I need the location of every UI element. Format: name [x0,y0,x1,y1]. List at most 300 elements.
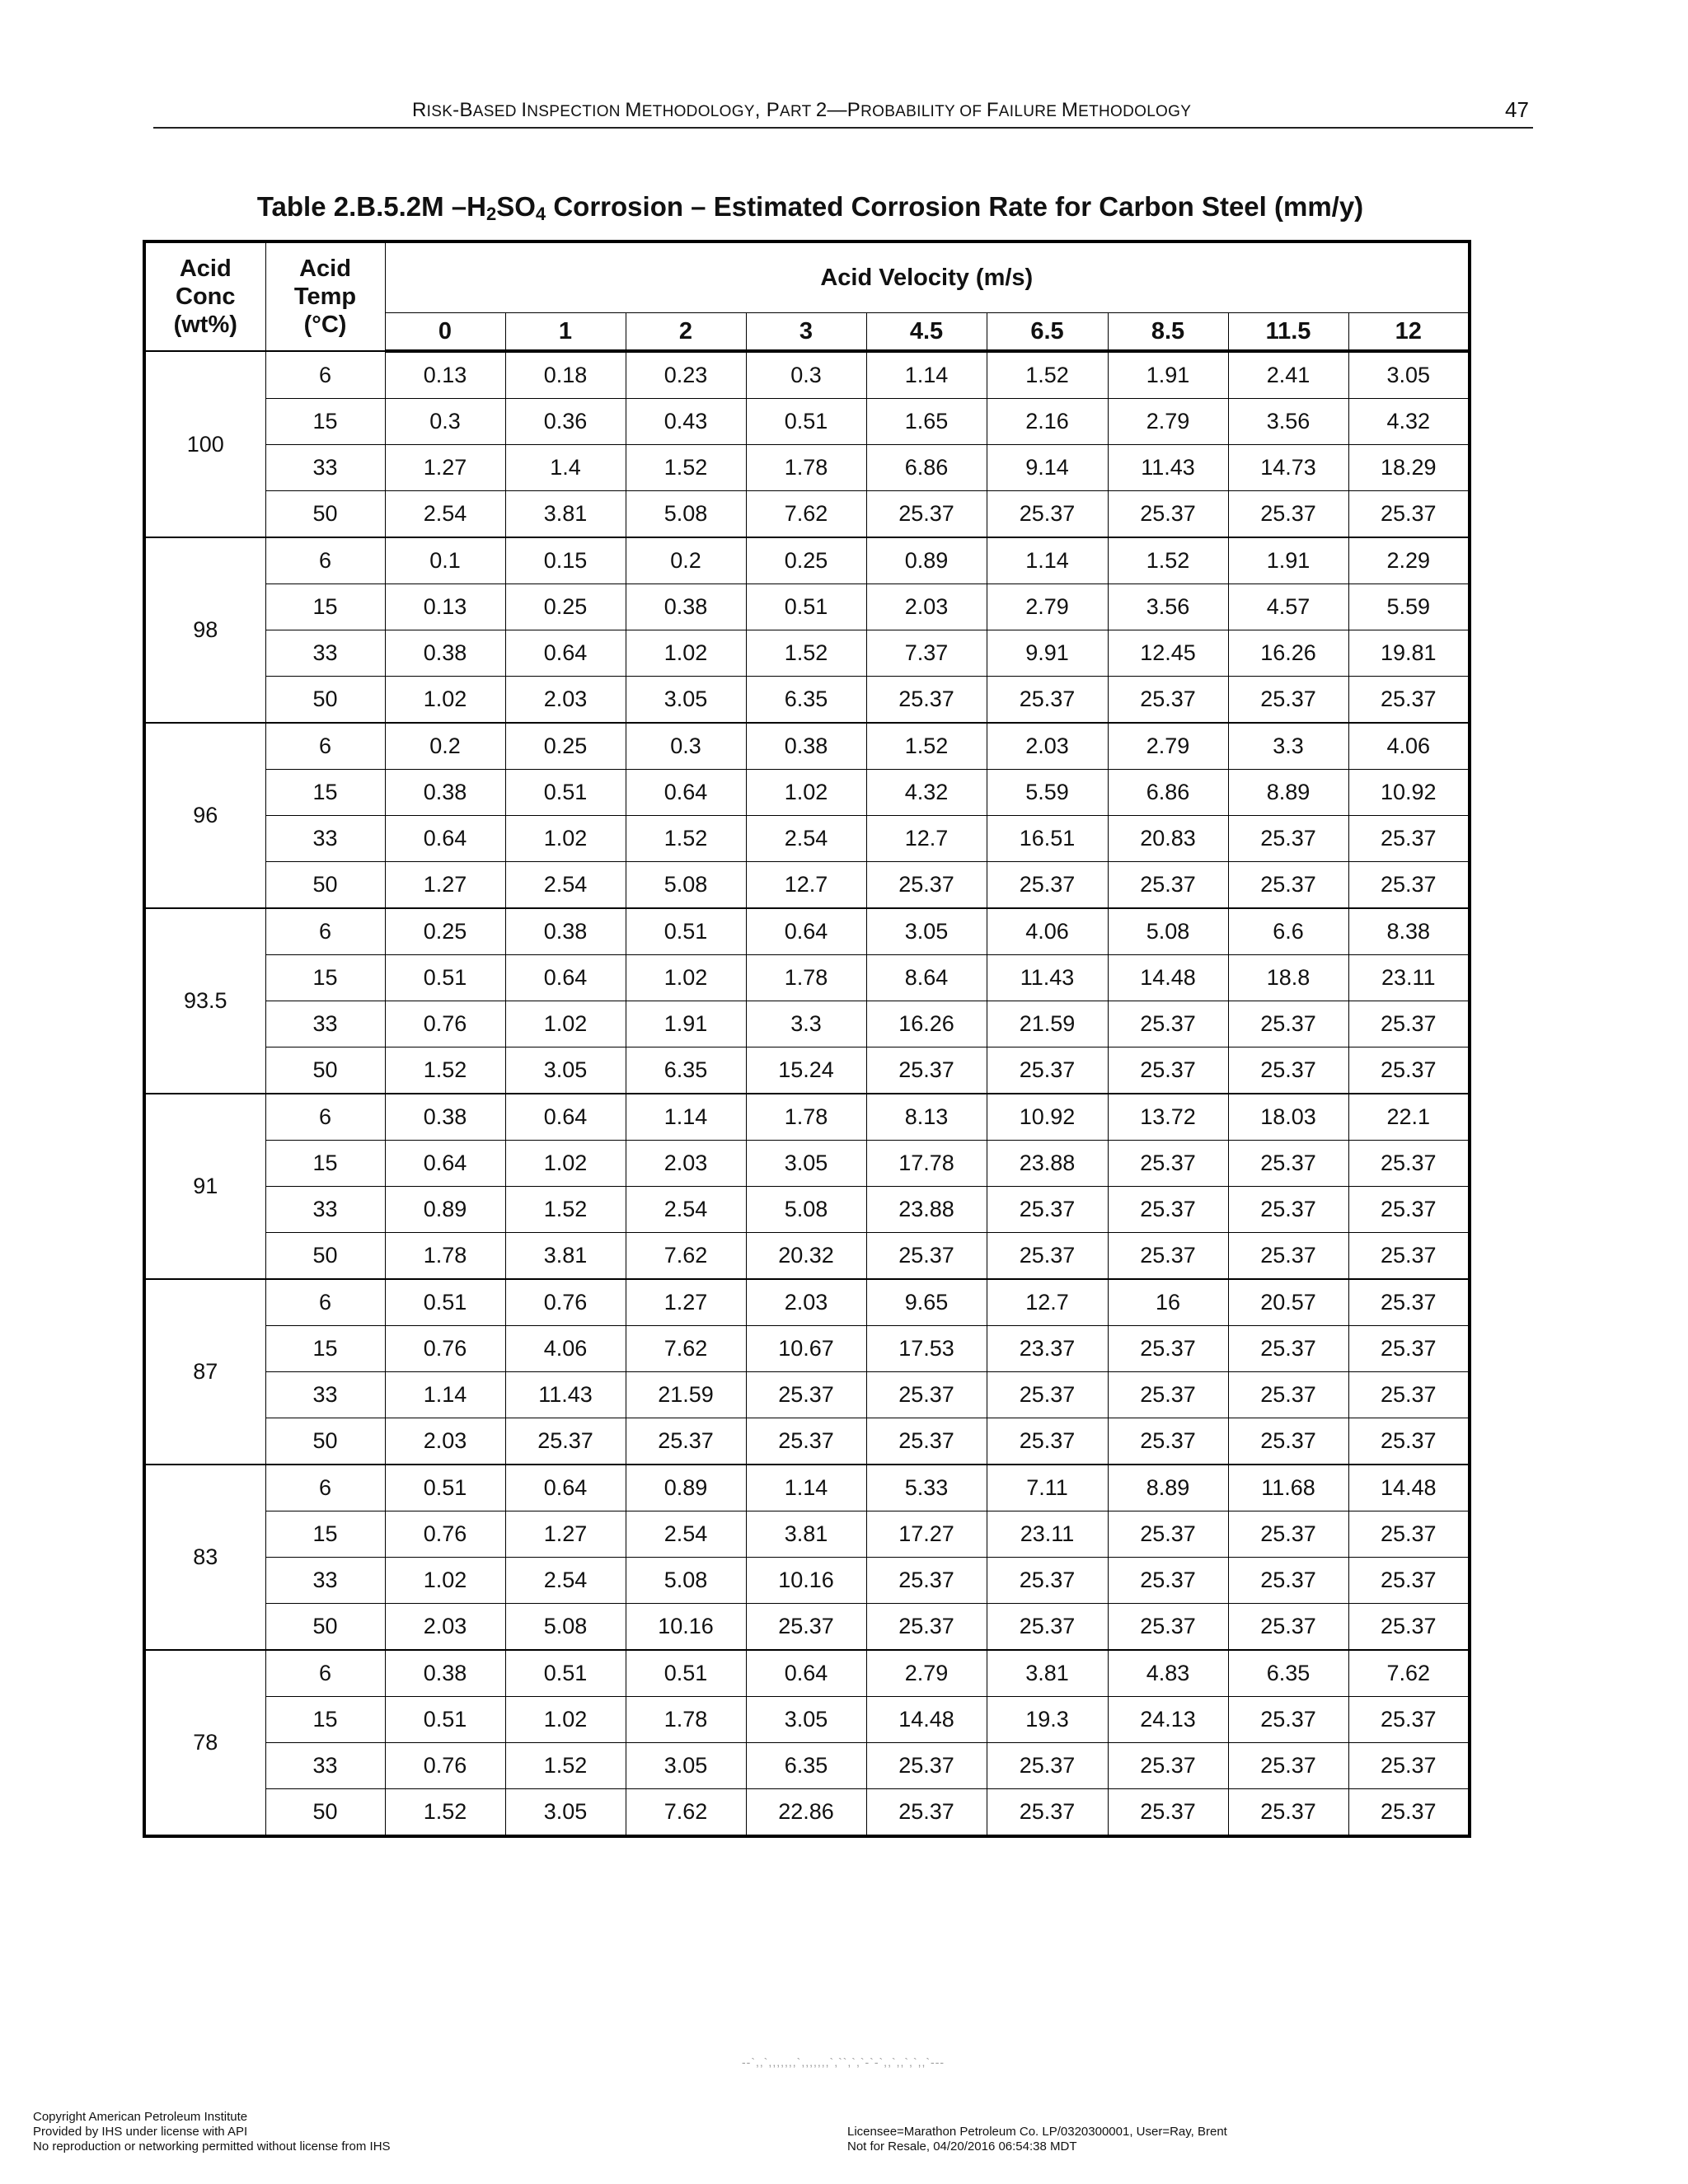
corrosion-rate-cell: 8.89 [1108,1465,1228,1511]
corrosion-rate-cell: 0.51 [626,908,746,955]
corrosion-rate-cell: 0.38 [505,908,626,955]
corrosion-rate-cell: 0.76 [385,1511,505,1558]
corrosion-rate-cell: 1.52 [385,1047,505,1094]
acid-conc-cell: 93.5 [144,908,265,1094]
acid-temp-cell: 15 [265,770,385,816]
acid-temp-cell: 6 [265,351,385,399]
corrosion-rate-cell: 20.57 [1228,1279,1348,1326]
corrosion-rate-cell: 1.78 [385,1233,505,1280]
acid-conc-cell: 91 [144,1094,265,1279]
acid-temp-cell: 6 [265,1094,385,1141]
corrosion-rate-cell: 6.86 [1108,770,1228,816]
corrosion-rate-cell: 11.43 [987,955,1108,1001]
corrosion-rate-cell: 2.54 [626,1511,746,1558]
corrosion-rate-cell: 25.37 [1348,1372,1470,1418]
acid-temp-cell: 33 [265,1001,385,1047]
conc-group [144,908,1470,1094]
corrosion-rate-cell: 0.13 [385,351,505,399]
corrosion-rate-cell: 7.62 [1348,1650,1470,1697]
corrosion-rate-cell: 25.37 [1348,1743,1470,1789]
corrosion-rate-cell: 0.25 [385,908,505,955]
acid-conc-cell: 78 [144,1650,265,1836]
corrosion-rate-cell: 1.78 [746,1094,866,1141]
corrosion-rate-cell: 0.76 [385,1001,505,1047]
corrosion-rate-cell: 25.37 [1348,1047,1470,1094]
running-header-part: ETHODOLOGY [1078,103,1192,120]
corrosion-rate-cell: 25.37 [866,1604,987,1651]
table-row [144,399,1470,445]
corrosion-rate-cell: 2.03 [987,723,1108,770]
corrosion-rate-cell: 5.08 [505,1604,626,1651]
acid-temp-cell: 33 [265,1558,385,1604]
corrosion-rate-cell: 25.37 [987,1372,1108,1418]
corrosion-rate-cell: 0.76 [385,1326,505,1372]
acid-temp-cell: 15 [265,955,385,1001]
table-row [144,1094,1470,1141]
corrosion-rate-cell: 2.03 [505,677,626,724]
corrosion-rate-cell: 25.37 [1348,1326,1470,1372]
corrosion-rate-cell: 25.37 [1228,1558,1348,1604]
table-row [144,1233,1470,1280]
table-row [144,816,1470,862]
corrosion-rate-cell: 2.79 [1108,399,1228,445]
corrosion-rate-cell: 3.05 [1348,351,1470,399]
velocity-header-11-5: 11.5 [1228,313,1348,352]
table-row [144,1743,1470,1789]
corrosion-rate-cell: 0.23 [626,351,746,399]
corrosion-rate-cell: 4.06 [505,1326,626,1372]
corrosion-rate-cell: 5.08 [626,491,746,538]
acid-temp-cell: 33 [265,630,385,677]
corrosion-rate-cell: 1.14 [746,1465,866,1511]
corrosion-rate-cell: 25.37 [1348,1187,1470,1233]
velocity-header-4-5: 4.5 [866,313,987,352]
corrosion-rate-cell: 10.16 [746,1558,866,1604]
acid-temp-cell: 15 [265,1511,385,1558]
corrosion-rate-cell: 22.86 [746,1789,866,1837]
corrosion-rate-cell: 2.41 [1228,351,1348,399]
corrosion-rate-cell: 3.05 [866,908,987,955]
table-row [144,1047,1470,1094]
corrosion-rate-cell: 25.37 [1108,1326,1228,1372]
corrosion-rate-cell: 1.78 [746,445,866,491]
acid-conc-cell: 96 [144,723,265,908]
corrosion-rate-cell: 0.89 [866,537,987,584]
corrosion-rate-cell: 16.51 [987,816,1108,862]
corrosion-rate-cell: 0.3 [385,399,505,445]
corrosion-rate-cell: 18.03 [1228,1094,1348,1141]
table-row [144,677,1470,724]
corrosion-rate-cell: 5.08 [626,1558,746,1604]
corrosion-rate-cell: 25.37 [1348,1233,1470,1280]
corrosion-rate-cell: 1.02 [385,1558,505,1604]
velocity-header-1: 1 [505,313,626,352]
corrosion-rate-cell: 4.06 [987,908,1108,955]
corrosion-rate-cell: 4.06 [1348,723,1470,770]
corrosion-rate-cell: 0.38 [385,770,505,816]
acid-conc-header-line: Conc [176,284,236,310]
corrosion-rate-cell: 25.37 [1108,1187,1228,1233]
corrosion-rate-cell: 15.24 [746,1047,866,1094]
corrosion-rate-cell: 16.26 [866,1001,987,1047]
corrosion-rate-cell: 1.65 [866,399,987,445]
col-header-acid-conc [144,241,265,351]
corrosion-rate-cell: 14.48 [1348,1465,1470,1511]
corrosion-rate-cell: 25.37 [1108,862,1228,909]
corrosion-rate-cell: 25.37 [1108,1604,1228,1651]
corrosion-rate-cell: 25.37 [866,1743,987,1789]
corrosion-rate-cell: 1.02 [505,816,626,862]
acid-conc-cell: 98 [144,537,265,723]
corrosion-rate-cell: 1.14 [385,1372,505,1418]
page-number: 47 [1505,97,1529,122]
corrosion-rate-cell: 8.89 [1228,770,1348,816]
acid-temp-cell: 50 [265,1604,385,1651]
acid-temp-header-line: Acid [299,255,351,282]
corrosion-rate-cell: 25.37 [1348,862,1470,909]
corrosion-rate-cell: 0.3 [746,351,866,399]
corrosion-rate-cell: 3.81 [746,1511,866,1558]
col-header-acid-velocity: Acid Velocity (m/s) [385,241,1470,313]
corrosion-rate-cell: 7.62 [626,1233,746,1280]
table-row [144,1372,1470,1418]
corrosion-rate-cell: 9.65 [866,1279,987,1326]
acid-temp-cell: 50 [265,1789,385,1837]
corrosion-rate-cell: 1.27 [626,1279,746,1326]
corrosion-rate-cell: 0.38 [385,1650,505,1697]
corrosion-rate-cell: 25.37 [1108,1743,1228,1789]
corrosion-rate-cell: 25.37 [1228,1511,1348,1558]
corrosion-rate-cell: 25.37 [1108,1372,1228,1418]
corrosion-rate-cell: 25.37 [1228,862,1348,909]
corrosion-rate-cell: 12.7 [746,862,866,909]
footer-copyright-line: No reproduction or networking permitted without license from IHS [33,2139,391,2154]
corrosion-rate-cell: 25.37 [1108,1141,1228,1187]
corrosion-rate-cell: 6.6 [1228,908,1348,955]
corrosion-rate-cell: 2.29 [1348,537,1470,584]
corrosion-rate-cell: 22.1 [1348,1094,1470,1141]
corrosion-rate-cell: 1.52 [505,1743,626,1789]
corrosion-rate-cell: 0.51 [746,399,866,445]
table-row [144,1650,1470,1697]
footer-license [847,2125,1227,2154]
corrosion-rate-cell: 25.37 [1228,816,1348,862]
corrosion-rate-cell: 25.37 [987,1604,1108,1651]
corrosion-rate-cell: 1.02 [626,630,746,677]
table-row [144,862,1470,909]
corrosion-rate-cell: 23.37 [987,1326,1108,1372]
table-row [144,955,1470,1001]
acid-temp-cell: 15 [265,1326,385,1372]
corrosion-rate-cell: 25.37 [1108,1558,1228,1604]
corrosion-rate-cell: 25.37 [1108,1047,1228,1094]
corrosion-rate-cell: 25.37 [866,1233,987,1280]
running-header-part: 2—P [815,99,861,121]
corrosion-rate-cell: 21.59 [987,1001,1108,1047]
corrosion-rate-cell: 2.03 [746,1279,866,1326]
corrosion-rate-cell: 6.35 [746,1743,866,1789]
table-row [144,1326,1470,1372]
corrosion-rate-cell: 25.37 [1228,1141,1348,1187]
acid-temp-cell: 6 [265,1279,385,1326]
corrosion-rate-table [143,240,1471,1838]
corrosion-rate-cell: 0.89 [385,1187,505,1233]
corrosion-rate-cell: 13.72 [1108,1094,1228,1141]
corrosion-rate-cell: 0.76 [505,1279,626,1326]
corrosion-rate-cell: 16.26 [1228,630,1348,677]
corrosion-rate-cell: 5.08 [746,1187,866,1233]
conc-group [144,537,1470,723]
corrosion-rate-cell: 1.52 [746,630,866,677]
corrosion-rate-cell: 1.27 [505,1511,626,1558]
conc-group [144,1094,1470,1279]
conc-group [144,1279,1470,1465]
corrosion-rate-cell: 3.05 [746,1141,866,1187]
corrosion-rate-cell: 25.37 [1108,1418,1228,1465]
header-row-top [144,241,1470,313]
corrosion-rate-cell: 25.37 [1228,1187,1348,1233]
corrosion-rate-cell: 0.64 [505,630,626,677]
corrosion-rate-cell: 24.13 [1108,1697,1228,1743]
running-header-part: ISK [426,103,453,120]
corrosion-rate-cell: 25.37 [1228,1789,1348,1837]
corrosion-rate-cell: 7.11 [987,1465,1108,1511]
corrosion-rate-cell: 1.52 [866,723,987,770]
table-row [144,1465,1470,1511]
corrosion-rate-cell: 0.2 [385,723,505,770]
velocity-header-8-5: 8.5 [1108,313,1228,352]
footer-license-line: Licensee=Marathon Petroleum Co. LP/0320300001, User=Ray, Brent [847,2125,1227,2139]
corrosion-rate-cell: 1.4 [505,445,626,491]
corrosion-rate-cell: 0.15 [505,537,626,584]
corrosion-rate-cell: 3.3 [746,1001,866,1047]
corrosion-rate-cell: 12.7 [866,816,987,862]
corrosion-rate-cell: 0.36 [505,399,626,445]
velocity-header-0: 0 [385,313,505,352]
corrosion-rate-cell: 25.37 [1228,1743,1348,1789]
corrosion-rate-cell: 2.54 [505,1558,626,1604]
corrosion-rate-cell: 4.32 [1348,399,1470,445]
corrosion-rate-cell: 1.52 [385,1789,505,1837]
corrosion-rate-cell: 25.37 [626,1418,746,1465]
corrosion-rate-cell: 12.45 [1108,630,1228,677]
conc-group [144,723,1470,908]
corrosion-rate-cell: 16 [1108,1279,1228,1326]
corrosion-rate-cell: 2.54 [385,491,505,538]
table-row [144,908,1470,955]
corrosion-rate-cell: 21.59 [626,1372,746,1418]
running-header-part: M [1061,99,1079,121]
acid-temp-cell: 50 [265,1047,385,1094]
corrosion-rate-cell: 25.37 [1228,491,1348,538]
corrosion-rate-cell: 0.51 [626,1650,746,1697]
corrosion-rate-cell: 0.51 [385,1279,505,1326]
table-row [144,1511,1470,1558]
acid-temp-cell: 6 [265,537,385,584]
corrosion-rate-cell: 25.37 [1348,1789,1470,1837]
corrosion-rate-cell: 2.03 [866,584,987,630]
corrosion-rate-cell: 0.25 [746,537,866,584]
corrosion-rate-cell: 0.64 [385,1141,505,1187]
corrosion-rate-cell: 0.3 [626,723,746,770]
acid-temp-header-line: (°C) [303,312,347,338]
corrosion-rate-cell: 25.37 [1348,1001,1470,1047]
corrosion-rate-cell: 1.52 [987,351,1108,399]
corrosion-rate-cell: 8.64 [866,955,987,1001]
corrosion-rate-cell: 2.03 [385,1604,505,1651]
velocity-header-3: 3 [746,313,866,352]
acid-temp-cell: 6 [265,908,385,955]
corrosion-rate-cell: 0.38 [385,1094,505,1141]
corrosion-rate-cell: 23.88 [866,1187,987,1233]
corrosion-rate-cell: 11.68 [1228,1465,1348,1511]
acid-temp-cell: 33 [265,816,385,862]
table-row [144,1418,1470,1465]
corrosion-rate-cell: 0.64 [626,770,746,816]
corrosion-rate-cell: 25.37 [1108,677,1228,724]
table-row [144,630,1470,677]
corrosion-rate-cell: 25.37 [866,1047,987,1094]
running-header-part: ASED [472,103,522,120]
corrosion-rate-cell: 14.48 [1108,955,1228,1001]
corrosion-rate-cell: 25.37 [1348,1511,1470,1558]
corrosion-rate-cell: 5.08 [1108,908,1228,955]
corrosion-rate-cell: 25.37 [866,677,987,724]
running-header-part: M [625,99,642,121]
corrosion-rate-cell: 0.51 [385,1697,505,1743]
corrosion-rate-cell: 25.37 [1348,491,1470,538]
corrosion-rate-cell: 25.37 [1228,1001,1348,1047]
corrosion-rate-cell: 1.14 [987,537,1108,584]
corrosion-rate-cell: 25.37 [987,1743,1108,1789]
corrosion-rate-cell: 3.05 [505,1047,626,1094]
corrosion-rate-cell: 25.37 [866,491,987,538]
col-header-acid-temp [265,241,385,351]
corrosion-rate-cell: 25.37 [1228,1604,1348,1651]
corrosion-rate-cell: 25.37 [866,1558,987,1604]
table-title-prefix: Table 2.B.5.2M –H [256,191,486,222]
corrosion-rate-cell: 14.73 [1228,445,1348,491]
corrosion-rate-cell: 8.13 [866,1094,987,1141]
corrosion-rate-cell: 1.02 [626,955,746,1001]
footer-copyright-line: Provided by IHS under license with API [33,2125,248,2139]
acid-conc-header-line: (wt%) [173,312,237,338]
acid-temp-cell: 33 [265,1187,385,1233]
acid-temp-cell: 15 [265,399,385,445]
running-header-part: , P [754,99,781,121]
acid-temp-cell: 15 [265,584,385,630]
corrosion-rate-cell: 2.79 [1108,723,1228,770]
corrosion-rate-cell: 25.37 [987,862,1108,909]
corrosion-rate-cell: 25.37 [1348,1279,1470,1326]
corrosion-rate-cell: 0.64 [505,1465,626,1511]
conc-group [144,1465,1470,1650]
corrosion-rate-cell: 25.37 [1348,677,1470,724]
corrosion-rate-cell: 1.02 [505,1001,626,1047]
corrosion-rate-cell: 0.43 [626,399,746,445]
corrosion-rate-cell: 25.37 [746,1418,866,1465]
corrosion-rate-cell: 25.37 [987,491,1108,538]
table-title [143,191,1478,225]
acid-temp-cell: 15 [265,1697,385,1743]
corrosion-rate-cell: 5.59 [1348,584,1470,630]
corrosion-rate-cell: 10.92 [987,1094,1108,1141]
corrosion-rate-cell: 25.37 [987,1558,1108,1604]
running-header-part: R [412,99,427,121]
corrosion-rate-cell: 3.81 [505,1233,626,1280]
corrosion-rate-cell: 23.88 [987,1141,1108,1187]
corrosion-rate-cell: 14.48 [866,1697,987,1743]
corrosion-rate-cell: 23.11 [1348,955,1470,1001]
corrosion-rate-cell: 25.37 [1228,1326,1348,1372]
running-header-part: ETHODOLOGY [641,103,755,120]
corrosion-rate-cell: 25.37 [1108,491,1228,538]
acid-temp-cell: 33 [265,1743,385,1789]
acid-temp-cell: 6 [265,723,385,770]
corrosion-rate-cell: 1.91 [1228,537,1348,584]
velocity-header-12: 12 [1348,313,1470,352]
corrosion-rate-cell: 2.79 [866,1650,987,1697]
corrosion-rate-cell: 7.62 [626,1789,746,1837]
running-header-part: F [986,99,999,121]
corrosion-rate-cell: 1.52 [1108,537,1228,584]
corrosion-rate-cell: 25.37 [1228,1372,1348,1418]
acid-temp-cell: 50 [265,677,385,724]
corrosion-rate-cell: 1.78 [626,1697,746,1743]
corrosion-rate-cell: 4.57 [1228,584,1348,630]
acid-conc-cell: 100 [144,351,265,537]
acid-temp-cell: 33 [265,1372,385,1418]
corrosion-rate-cell: 7.62 [626,1326,746,1372]
corrosion-rate-cell: 2.03 [385,1418,505,1465]
corrosion-rate-cell: 25.37 [866,1372,987,1418]
velocity-header-2: 2 [626,313,746,352]
running-header-part: -B [452,99,473,121]
corrosion-rate-cell: 4.32 [866,770,987,816]
corrosion-rate-cell: 18.29 [1348,445,1470,491]
running-header [412,99,1191,122]
corrosion-rate-cell: 1.78 [746,955,866,1001]
corrosion-rate-cell: 1.52 [626,816,746,862]
corrosion-rate-cell: 0.64 [505,1094,626,1141]
table-row [144,584,1470,630]
corrosion-rate-cell: 12.7 [987,1279,1108,1326]
corrosion-rate-cell: 17.78 [866,1141,987,1187]
corrosion-rate-cell: 25.37 [987,1047,1108,1094]
corrosion-rate-cell: 2.03 [626,1141,746,1187]
table-title-subscript-2: 2 [485,204,497,224]
corrosion-rate-cell: 25.37 [1228,1047,1348,1094]
corrosion-rate-cell: 5.33 [866,1465,987,1511]
corrosion-rate-cell: 1.02 [505,1141,626,1187]
corrosion-rate-cell: 3.81 [987,1650,1108,1697]
corrosion-rate-cell: 25.37 [1108,1001,1228,1047]
corrosion-rate-cell: 3.56 [1228,399,1348,445]
corrosion-rate-cell: 1.91 [1108,351,1228,399]
corrosion-rate-cell: 25.37 [1348,1604,1470,1651]
corrosion-rate-cell: 25.37 [1108,1789,1228,1837]
footer-license-line: Not for Resale, 04/20/2016 06:54:38 MDT [847,2139,1077,2154]
corrosion-rate-cell: 0.51 [505,770,626,816]
corrosion-rate-cell: 0.64 [746,908,866,955]
running-header-part: ROBABILITY OF [860,103,987,120]
corrosion-rate-cell: 25.37 [505,1418,626,1465]
table-row [144,1604,1470,1651]
acid-conc-cell: 87 [144,1279,265,1465]
corrosion-rate-cell: 1.02 [385,677,505,724]
corrosion-rate-cell: 10.67 [746,1326,866,1372]
corrosion-rate-cell: 25.37 [1348,1141,1470,1187]
